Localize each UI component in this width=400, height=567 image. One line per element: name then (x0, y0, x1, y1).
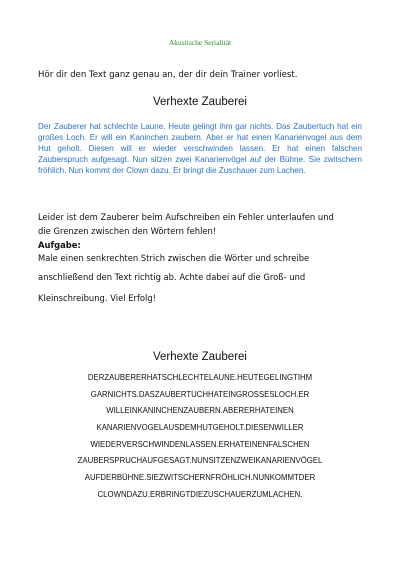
exercise-row: GARNICHTS.DASZAUBERTUCHHATEINGROSSESLOCH.ER (90, 389, 310, 399)
task-line-3: Kleinschreibung. Viel Erfolg! (38, 293, 157, 303)
task-label: Aufgabe: (38, 240, 81, 250)
task-intro-line-2: die Grenzen zwischen den Wörtern fehlen! (38, 226, 217, 236)
exercise-title: Verhexte Zauberei (153, 351, 247, 363)
exercise-row: WIEDERVERSCHWINDENLASSEN.ERHATEINENFALSCHEN (90, 439, 310, 449)
exercise-row: AUFDERBÜHNE.SIEZWITSCHERNFRÖHLICH.NUNKOMMTDER (84, 473, 316, 483)
task-intro-line-1: Leider ist dem Zauberer beim Aufschreiben ein Fehler unterlaufen und (38, 212, 334, 222)
story-paragraph: Der Zauberer hat schlechte Laune. Heute gelingt ihm gar nichts. Das Zaubertuch hat ein großes Loch. Er will ein Kaninchen zaubern. Aber er hat einen Kanarienvogel aus dem Hut geholt. Diesen will er wieder verschwinden lassen. Er hat einen falschen Zauberspruch aufgesagt. Nun sitzen zwei Kanarienvögel auf der Bühne. Sie zwitschern fröhlich. Nun kommt der Clown dazu. Er bringt die Zuschauer zum Lachen. (38, 122, 362, 175)
task-line-1: Male einen senkrechten Strich zwischen die Wörter und schreibe (38, 253, 310, 263)
exercise-row: ZAUBERSPRUCHAUFGESAGT.NUNSITZENZWEIKANARIENVÖGEL (77, 456, 323, 466)
exercise-row: KANARIENVOGELAUSDEMHUTGEHOLT.DIESENWILLER (96, 423, 304, 433)
page-header: Akustische Serialität (168, 38, 232, 47)
exercise-row: CLOWNDAZU.ERBRINGTDIEZUSCHAUERZUMLACHEN. (97, 489, 303, 499)
exercise-row: DERZAUBERERHATSCHLECHTELAUNE.HEUTEGELINGTIHM (87, 373, 313, 382)
exercise-row: WILLEINKANINCHENZAUBERN.ABERERHATEINEN (106, 406, 294, 416)
intro-instruction: Hör dir den Text ganz genau an, der dir dein Trainer vorliest. (38, 70, 298, 80)
exercise-letter-block (0, 370, 400, 504)
task-line-2: anschließend den Text richtig ab. Achte dabei auf die Groß- und (38, 272, 306, 282)
story-title: Verhexte Zauberei (153, 96, 247, 108)
